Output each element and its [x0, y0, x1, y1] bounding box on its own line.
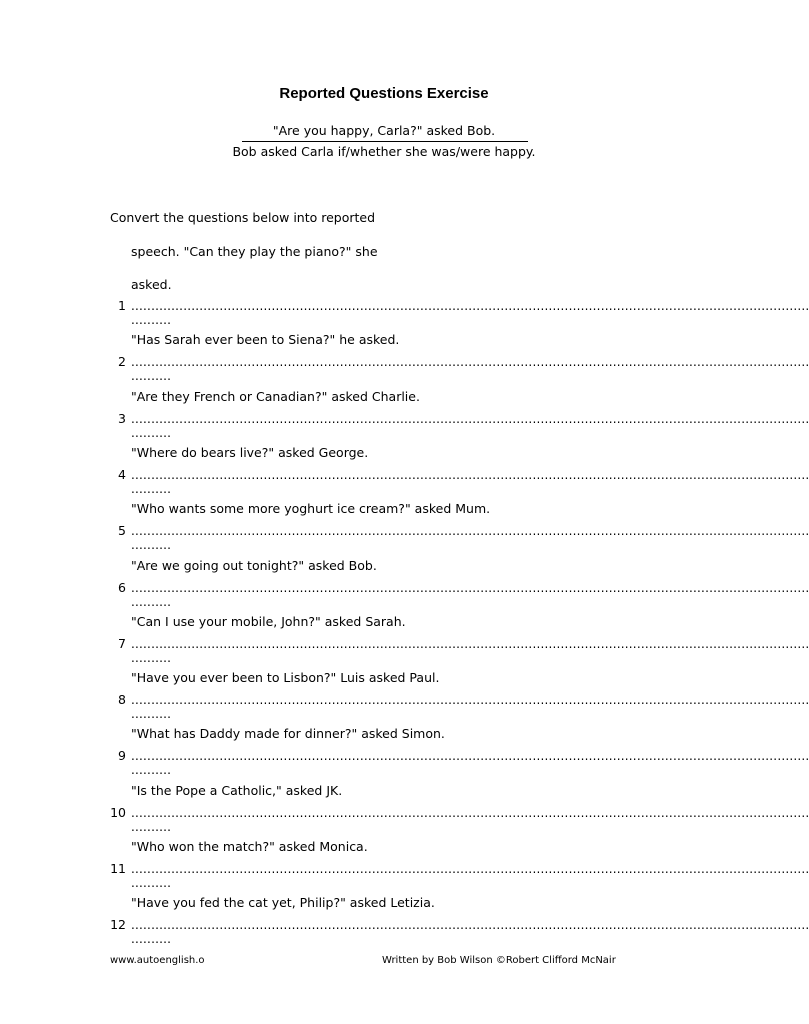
- exercise-question: "Can I use your mobile, John?" asked Sarah.: [131, 613, 406, 629]
- exercise-number: 3: [118, 410, 126, 426]
- exercise-number: 12: [110, 917, 126, 933]
- answer-line[interactable]: .........................................................................................................................................................................: [131, 805, 809, 820]
- answer-line[interactable]: .........................................................................................................................................................................: [131, 862, 809, 876]
- exercise-number: 10: [110, 804, 126, 820]
- exercise-number: 2: [118, 354, 126, 370]
- answer-line[interactable]: .........................................................................................................................................................................: [131, 355, 809, 370]
- exercise-number: 11: [110, 861, 126, 876]
- answer-line-continuation[interactable]: ..........: [131, 425, 172, 440]
- answer-line-continuation[interactable]: ..........: [131, 369, 172, 384]
- example-divider: [242, 141, 528, 142]
- example-question: "Are you happy, Carla?" asked Bob.: [272, 123, 496, 138]
- exercise-number: 4: [118, 466, 126, 482]
- answer-line-continuation[interactable]: ..........: [131, 763, 172, 778]
- exercise-question: "Has Sarah ever been to Siena?" he asked.: [131, 332, 400, 348]
- answer-line[interactable]: .........................................................................................................................................................................: [131, 580, 809, 595]
- exercise-question: "Is the Pope a Catholic," asked JK.: [131, 782, 343, 798]
- exercise-question: "Have you fed the cat yet, Philip?" asked Letizia.: [131, 895, 435, 911]
- answer-line-continuation[interactable]: ..........: [131, 650, 172, 665]
- instructions-line-3: asked.: [131, 277, 172, 292]
- page-title: Reported Questions Exercise: [279, 85, 489, 102]
- exercise-number: 1: [118, 298, 126, 313]
- exercise-question: "Are we going out tonight?" asked Bob.: [131, 557, 377, 573]
- answer-line-continuation[interactable]: ..........: [131, 481, 172, 496]
- answer-line[interactable]: .........................................................................................................................................................................: [131, 467, 809, 482]
- answer-line[interactable]: .........................................................................................................................................................................: [131, 299, 809, 313]
- exercise-number: 5: [118, 523, 126, 539]
- example-answer: Bob asked Carla if/whether she was/were happy.: [232, 144, 536, 159]
- answer-line-continuation[interactable]: ..........: [131, 932, 172, 947]
- exercise-question: "Who wants some more yoghurt ice cream?" asked Mum.: [131, 501, 491, 517]
- exercise-question: "Have you ever been to Lisbon?" Luis asked Paul.: [131, 670, 440, 686]
- instructions-line-2: speech. "Can they play the piano?" she: [131, 244, 378, 259]
- exercise-number: 6: [118, 579, 126, 595]
- exercise-question: "What has Daddy made for dinner?" asked Simon.: [131, 726, 445, 742]
- answer-line[interactable]: .........................................................................................................................................................................: [131, 411, 809, 426]
- exercise-question: "Where do bears live?" asked George.: [131, 444, 369, 460]
- exercise-question: "Who won the match?" asked Monica.: [131, 839, 368, 854]
- answer-line[interactable]: .........................................................................................................................................................................: [131, 524, 809, 539]
- answer-line[interactable]: .........................................................................................................................................................................: [131, 749, 809, 764]
- answer-line[interactable]: .........................................................................................................................................................................: [131, 636, 809, 651]
- answer-line-continuation[interactable]: ..........: [131, 594, 172, 609]
- exercise-number: 7: [118, 635, 126, 651]
- exercise-number: 9: [118, 748, 126, 764]
- answer-line-continuation[interactable]: ..........: [131, 876, 172, 890]
- exercise-question: "Are they French or Canadian?" asked Charlie.: [131, 388, 420, 404]
- answer-line[interactable]: .........................................................................................................................................................................: [131, 918, 809, 933]
- answer-line-continuation[interactable]: ..........: [131, 538, 172, 553]
- answer-line-continuation[interactable]: ..........: [131, 313, 172, 327]
- answer-line[interactable]: .........................................................................................................................................................................: [131, 693, 809, 708]
- instructions-line-1: Convert the questions below into reported: [110, 210, 376, 225]
- footer-credit: Written by Bob Wilson ©Robert Clifford McNair: [382, 955, 616, 966]
- footer-website: www.autoenglish.o: [110, 955, 205, 966]
- answer-line-continuation[interactable]: ..........: [131, 707, 172, 722]
- exercise-number: 8: [118, 692, 126, 708]
- answer-line-continuation[interactable]: ..........: [131, 819, 172, 834]
